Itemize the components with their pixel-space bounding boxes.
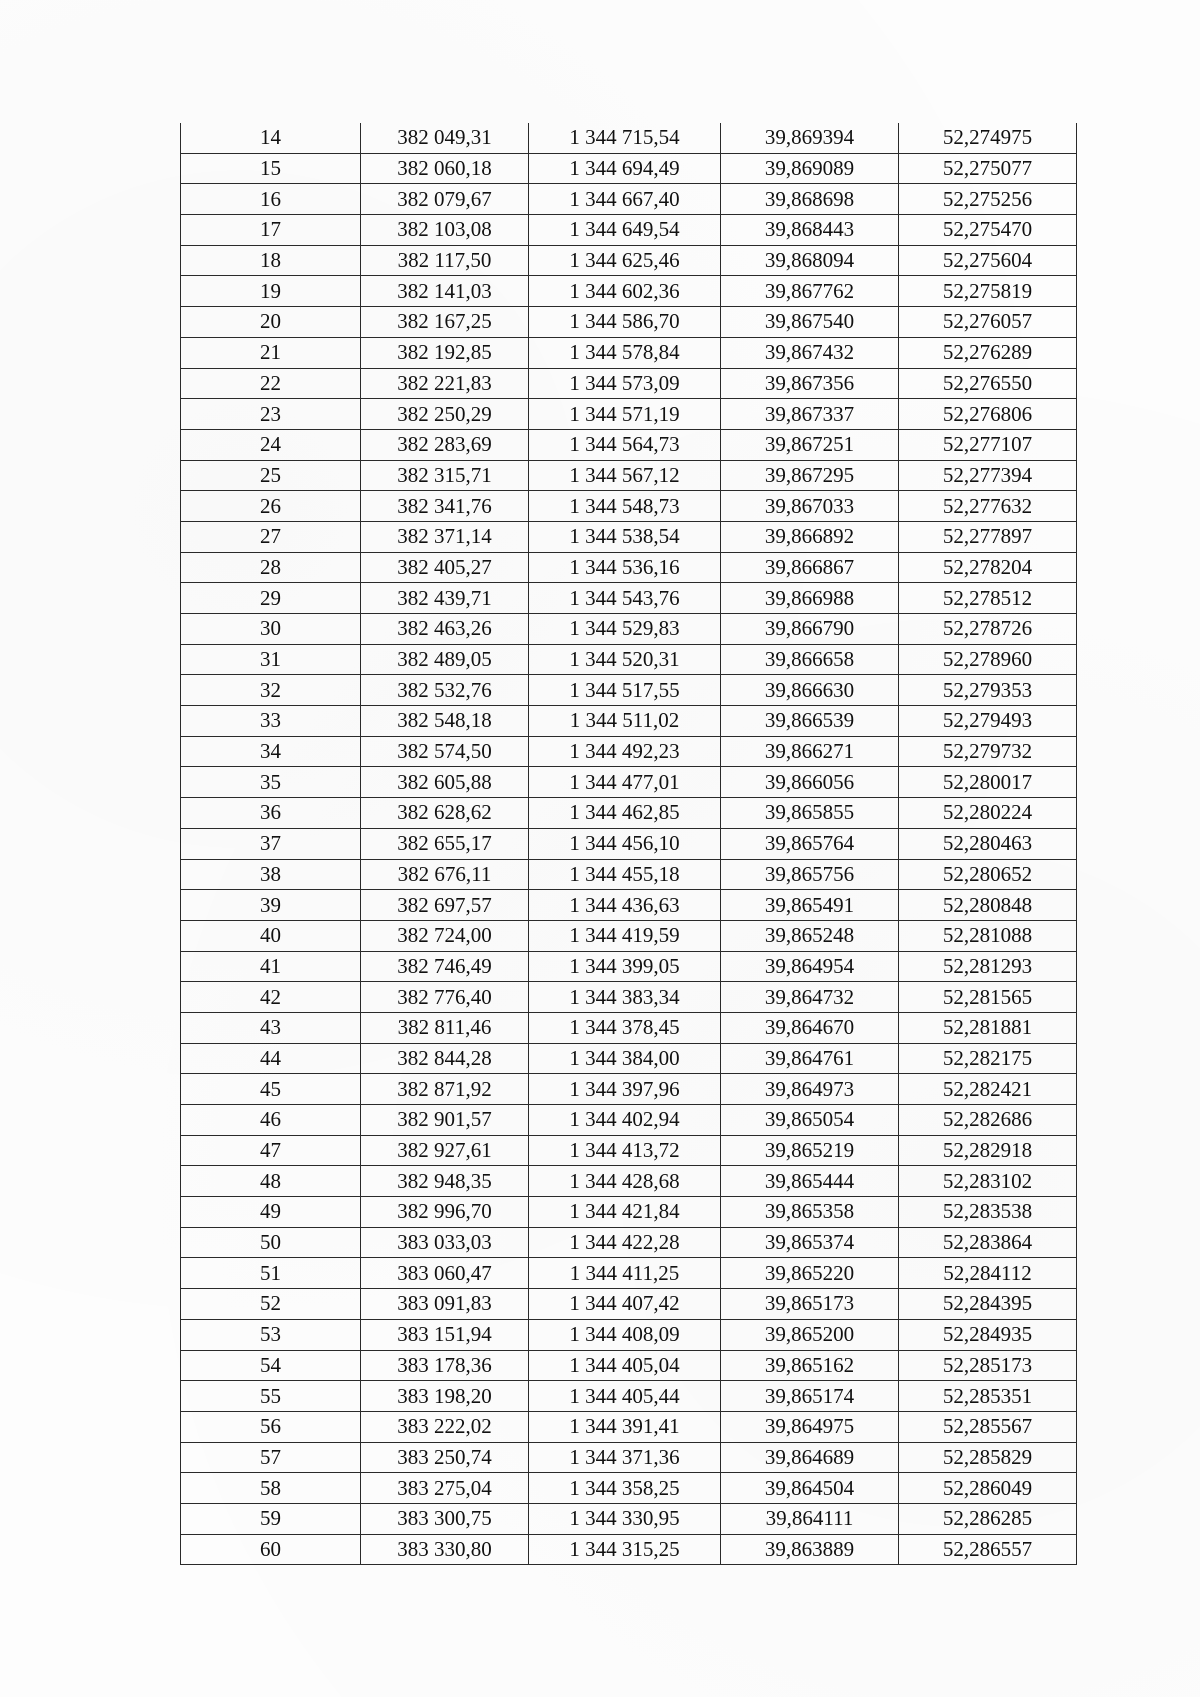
longitude-cell: 39,864689 — [721, 1442, 899, 1473]
longitude-cell: 39,867762 — [721, 276, 899, 307]
y-coordinate-cell: 1 344 371,36 — [529, 1442, 721, 1473]
x-coordinate-cell: 382 060,18 — [361, 153, 529, 184]
latitude-cell: 52,282421 — [899, 1074, 1077, 1105]
point-number-cell: 53 — [181, 1319, 361, 1350]
table-row — [181, 429, 1077, 460]
longitude-cell: 39,865174 — [721, 1381, 899, 1412]
point-number-cell: 54 — [181, 1350, 361, 1381]
table-row — [181, 920, 1077, 951]
y-coordinate-cell: 1 344 405,04 — [529, 1350, 721, 1381]
x-coordinate-cell: 382 405,27 — [361, 552, 529, 583]
table-row — [181, 123, 1077, 153]
y-coordinate-cell: 1 344 517,55 — [529, 675, 721, 706]
point-number-cell: 44 — [181, 1043, 361, 1074]
point-number-cell: 57 — [181, 1442, 361, 1473]
y-coordinate-cell: 1 344 315,25 — [529, 1534, 721, 1565]
x-coordinate-cell: 382 948,35 — [361, 1166, 529, 1197]
y-coordinate-cell: 1 344 462,85 — [529, 798, 721, 829]
point-number-cell: 15 — [181, 153, 361, 184]
longitude-cell: 39,866988 — [721, 583, 899, 614]
point-number-cell: 30 — [181, 614, 361, 645]
point-number-cell: 34 — [181, 736, 361, 767]
table-row — [181, 1258, 1077, 1289]
longitude-cell: 39,865248 — [721, 920, 899, 951]
y-coordinate-cell: 1 344 649,54 — [529, 215, 721, 246]
latitude-cell: 52,278512 — [899, 583, 1077, 614]
table-row — [181, 276, 1077, 307]
x-coordinate-cell: 382 283,69 — [361, 429, 529, 460]
latitude-cell: 52,276289 — [899, 337, 1077, 368]
table-row — [181, 614, 1077, 645]
y-coordinate-cell: 1 344 455,18 — [529, 859, 721, 890]
latitude-cell: 52,281293 — [899, 951, 1077, 982]
latitude-cell: 52,281088 — [899, 920, 1077, 951]
table-row — [181, 1411, 1077, 1442]
y-coordinate-cell: 1 344 625,46 — [529, 245, 721, 276]
y-coordinate-cell: 1 344 419,59 — [529, 920, 721, 951]
point-number-cell: 49 — [181, 1197, 361, 1228]
table-row — [181, 1197, 1077, 1228]
y-coordinate-cell: 1 344 564,73 — [529, 429, 721, 460]
point-number-cell: 35 — [181, 767, 361, 798]
longitude-cell: 39,866867 — [721, 552, 899, 583]
x-coordinate-cell: 382 341,76 — [361, 491, 529, 522]
point-number-cell: 17 — [181, 215, 361, 246]
longitude-cell: 39,864670 — [721, 1012, 899, 1043]
table-row — [181, 1043, 1077, 1074]
longitude-cell: 39,864111 — [721, 1503, 899, 1534]
point-number-cell: 20 — [181, 307, 361, 338]
y-coordinate-cell: 1 344 477,01 — [529, 767, 721, 798]
latitude-cell: 52,283102 — [899, 1166, 1077, 1197]
table-row — [181, 982, 1077, 1013]
longitude-cell: 39,866658 — [721, 644, 899, 675]
x-coordinate-cell: 382 628,62 — [361, 798, 529, 829]
table-row — [181, 951, 1077, 982]
longitude-cell: 39,864761 — [721, 1043, 899, 1074]
x-coordinate-cell: 382 192,85 — [361, 337, 529, 368]
latitude-cell: 52,286557 — [899, 1534, 1077, 1565]
latitude-cell: 52,275604 — [899, 245, 1077, 276]
latitude-cell: 52,280017 — [899, 767, 1077, 798]
point-number-cell: 46 — [181, 1105, 361, 1136]
point-number-cell: 27 — [181, 521, 361, 552]
latitude-cell: 52,281565 — [899, 982, 1077, 1013]
y-coordinate-cell: 1 344 358,25 — [529, 1473, 721, 1504]
x-coordinate-cell: 383 330,80 — [361, 1534, 529, 1565]
longitude-cell: 39,867432 — [721, 337, 899, 368]
point-number-cell: 55 — [181, 1381, 361, 1412]
table-row — [181, 859, 1077, 890]
point-number-cell: 59 — [181, 1503, 361, 1534]
x-coordinate-cell: 382 844,28 — [361, 1043, 529, 1074]
latitude-cell: 52,284395 — [899, 1289, 1077, 1320]
y-coordinate-cell: 1 344 407,42 — [529, 1289, 721, 1320]
point-number-cell: 52 — [181, 1289, 361, 1320]
longitude-cell: 39,869394 — [721, 123, 899, 153]
x-coordinate-cell: 382 079,67 — [361, 184, 529, 215]
table-row — [181, 368, 1077, 399]
table-row — [181, 1105, 1077, 1136]
x-coordinate-cell: 382 489,05 — [361, 644, 529, 675]
y-coordinate-cell: 1 344 411,25 — [529, 1258, 721, 1289]
y-coordinate-cell: 1 344 694,49 — [529, 153, 721, 184]
longitude-cell: 39,867337 — [721, 399, 899, 430]
latitude-cell: 52,277897 — [899, 521, 1077, 552]
x-coordinate-cell: 382 532,76 — [361, 675, 529, 706]
longitude-cell: 39,865855 — [721, 798, 899, 829]
longitude-cell: 39,865220 — [721, 1258, 899, 1289]
latitude-cell: 52,280848 — [899, 890, 1077, 921]
longitude-cell: 39,866630 — [721, 675, 899, 706]
x-coordinate-cell: 382 463,26 — [361, 614, 529, 645]
point-number-cell: 60 — [181, 1534, 361, 1565]
longitude-cell: 39,865756 — [721, 859, 899, 890]
point-number-cell: 51 — [181, 1258, 361, 1289]
longitude-cell: 39,867356 — [721, 368, 899, 399]
x-coordinate-cell: 382 439,71 — [361, 583, 529, 614]
latitude-cell: 52,285351 — [899, 1381, 1077, 1412]
latitude-cell: 52,285567 — [899, 1411, 1077, 1442]
point-number-cell: 58 — [181, 1473, 361, 1504]
x-coordinate-cell: 382 871,92 — [361, 1074, 529, 1105]
longitude-cell: 39,865162 — [721, 1350, 899, 1381]
latitude-cell: 52,275256 — [899, 184, 1077, 215]
table-row — [181, 1135, 1077, 1166]
table-row — [181, 1381, 1077, 1412]
y-coordinate-cell: 1 344 405,44 — [529, 1381, 721, 1412]
x-coordinate-cell: 383 250,74 — [361, 1442, 529, 1473]
y-coordinate-cell: 1 344 399,05 — [529, 951, 721, 982]
point-number-cell: 47 — [181, 1135, 361, 1166]
table-row — [181, 644, 1077, 675]
table-row — [181, 521, 1077, 552]
longitude-cell: 39,864504 — [721, 1473, 899, 1504]
longitude-cell: 39,867295 — [721, 460, 899, 491]
x-coordinate-cell: 383 060,47 — [361, 1258, 529, 1289]
point-number-cell: 29 — [181, 583, 361, 614]
y-coordinate-cell: 1 344 422,28 — [529, 1227, 721, 1258]
point-number-cell: 21 — [181, 337, 361, 368]
longitude-cell: 39,863889 — [721, 1534, 899, 1565]
latitude-cell: 52,276550 — [899, 368, 1077, 399]
y-coordinate-cell: 1 344 571,19 — [529, 399, 721, 430]
table-row — [181, 153, 1077, 184]
table-row — [181, 1319, 1077, 1350]
y-coordinate-cell: 1 344 408,09 — [529, 1319, 721, 1350]
longitude-cell: 39,865173 — [721, 1289, 899, 1320]
point-number-cell: 24 — [181, 429, 361, 460]
y-coordinate-cell: 1 344 543,76 — [529, 583, 721, 614]
table-row — [181, 460, 1077, 491]
x-coordinate-cell: 382 724,00 — [361, 920, 529, 951]
y-coordinate-cell: 1 344 586,70 — [529, 307, 721, 338]
longitude-cell: 39,864954 — [721, 951, 899, 982]
longitude-cell: 39,865358 — [721, 1197, 899, 1228]
x-coordinate-cell: 383 198,20 — [361, 1381, 529, 1412]
latitude-cell: 52,277394 — [899, 460, 1077, 491]
x-coordinate-cell: 383 151,94 — [361, 1319, 529, 1350]
latitude-cell: 52,279353 — [899, 675, 1077, 706]
latitude-cell: 52,278726 — [899, 614, 1077, 645]
y-coordinate-cell: 1 344 567,12 — [529, 460, 721, 491]
table-row — [181, 399, 1077, 430]
y-coordinate-cell: 1 344 511,02 — [529, 706, 721, 737]
table-row — [181, 736, 1077, 767]
x-coordinate-cell: 382 676,11 — [361, 859, 529, 890]
table-row — [181, 1227, 1077, 1258]
x-coordinate-cell: 382 811,46 — [361, 1012, 529, 1043]
table-row — [181, 890, 1077, 921]
longitude-cell: 39,865764 — [721, 828, 899, 859]
longitude-cell: 39,866539 — [721, 706, 899, 737]
longitude-cell: 39,866790 — [721, 614, 899, 645]
x-coordinate-cell: 382 250,29 — [361, 399, 529, 430]
table-row — [181, 1534, 1077, 1565]
longitude-cell: 39,866271 — [721, 736, 899, 767]
x-coordinate-cell: 382 103,08 — [361, 215, 529, 246]
x-coordinate-cell: 382 655,17 — [361, 828, 529, 859]
x-coordinate-cell: 382 901,57 — [361, 1105, 529, 1136]
latitude-cell: 52,282918 — [899, 1135, 1077, 1166]
table-row — [181, 1442, 1077, 1473]
longitude-cell: 39,867033 — [721, 491, 899, 522]
table-row — [181, 1503, 1077, 1534]
latitude-cell: 52,279732 — [899, 736, 1077, 767]
table-row — [181, 184, 1077, 215]
y-coordinate-cell: 1 344 667,40 — [529, 184, 721, 215]
latitude-cell: 52,280224 — [899, 798, 1077, 829]
x-coordinate-cell: 383 178,36 — [361, 1350, 529, 1381]
x-coordinate-cell: 382 746,49 — [361, 951, 529, 982]
y-coordinate-cell: 1 344 602,36 — [529, 276, 721, 307]
x-coordinate-cell: 382 221,83 — [361, 368, 529, 399]
y-coordinate-cell: 1 344 428,68 — [529, 1166, 721, 1197]
point-number-cell: 16 — [181, 184, 361, 215]
coordinates-table — [180, 123, 1077, 1565]
x-coordinate-cell: 383 033,03 — [361, 1227, 529, 1258]
latitude-cell: 52,281881 — [899, 1012, 1077, 1043]
latitude-cell: 52,282175 — [899, 1043, 1077, 1074]
longitude-cell: 39,865491 — [721, 890, 899, 921]
table-row — [181, 337, 1077, 368]
longitude-cell: 39,868094 — [721, 245, 899, 276]
point-number-cell: 32 — [181, 675, 361, 706]
x-coordinate-cell: 382 548,18 — [361, 706, 529, 737]
latitude-cell: 52,275077 — [899, 153, 1077, 184]
table-row — [181, 767, 1077, 798]
table-row — [181, 215, 1077, 246]
y-coordinate-cell: 1 344 421,84 — [529, 1197, 721, 1228]
latitude-cell: 52,280652 — [899, 859, 1077, 890]
longitude-cell: 39,869089 — [721, 153, 899, 184]
x-coordinate-cell: 382 167,25 — [361, 307, 529, 338]
x-coordinate-cell: 382 049,31 — [361, 123, 529, 153]
y-coordinate-cell: 1 344 384,00 — [529, 1043, 721, 1074]
table-row — [181, 1289, 1077, 1320]
coordinates-table-body — [181, 123, 1077, 1565]
point-number-cell: 48 — [181, 1166, 361, 1197]
longitude-cell: 39,867540 — [721, 307, 899, 338]
latitude-cell: 52,285829 — [899, 1442, 1077, 1473]
longitude-cell: 39,868698 — [721, 184, 899, 215]
point-number-cell: 31 — [181, 644, 361, 675]
table-row — [181, 706, 1077, 737]
point-number-cell: 38 — [181, 859, 361, 890]
y-coordinate-cell: 1 344 529,83 — [529, 614, 721, 645]
table-row — [181, 1074, 1077, 1105]
latitude-cell: 52,276806 — [899, 399, 1077, 430]
latitude-cell: 52,276057 — [899, 307, 1077, 338]
y-coordinate-cell: 1 344 548,73 — [529, 491, 721, 522]
table-row — [181, 491, 1077, 522]
x-coordinate-cell: 382 776,40 — [361, 982, 529, 1013]
point-number-cell: 28 — [181, 552, 361, 583]
x-coordinate-cell: 382 927,61 — [361, 1135, 529, 1166]
point-number-cell: 36 — [181, 798, 361, 829]
point-number-cell: 39 — [181, 890, 361, 921]
x-coordinate-cell: 382 996,70 — [361, 1197, 529, 1228]
y-coordinate-cell: 1 344 538,54 — [529, 521, 721, 552]
point-number-cell: 23 — [181, 399, 361, 430]
x-coordinate-cell: 382 315,71 — [361, 460, 529, 491]
y-coordinate-cell: 1 344 573,09 — [529, 368, 721, 399]
x-coordinate-cell: 382 697,57 — [361, 890, 529, 921]
table-row — [181, 798, 1077, 829]
y-coordinate-cell: 1 344 391,41 — [529, 1411, 721, 1442]
y-coordinate-cell: 1 344 456,10 — [529, 828, 721, 859]
latitude-cell: 52,279493 — [899, 706, 1077, 737]
point-number-cell: 37 — [181, 828, 361, 859]
point-number-cell: 43 — [181, 1012, 361, 1043]
y-coordinate-cell: 1 344 413,72 — [529, 1135, 721, 1166]
table-row — [181, 1473, 1077, 1504]
latitude-cell: 52,278204 — [899, 552, 1077, 583]
latitude-cell: 52,278960 — [899, 644, 1077, 675]
y-coordinate-cell: 1 344 330,95 — [529, 1503, 721, 1534]
latitude-cell: 52,283538 — [899, 1197, 1077, 1228]
longitude-cell: 39,864975 — [721, 1411, 899, 1442]
longitude-cell: 39,868443 — [721, 215, 899, 246]
point-number-cell: 56 — [181, 1411, 361, 1442]
point-number-cell: 22 — [181, 368, 361, 399]
y-coordinate-cell: 1 344 378,45 — [529, 1012, 721, 1043]
x-coordinate-cell: 383 091,83 — [361, 1289, 529, 1320]
table-row — [181, 1166, 1077, 1197]
point-number-cell: 19 — [181, 276, 361, 307]
latitude-cell: 52,284935 — [899, 1319, 1077, 1350]
x-coordinate-cell: 382 117,50 — [361, 245, 529, 276]
point-number-cell: 33 — [181, 706, 361, 737]
y-coordinate-cell: 1 344 436,63 — [529, 890, 721, 921]
y-coordinate-cell: 1 344 536,16 — [529, 552, 721, 583]
longitude-cell: 39,864973 — [721, 1074, 899, 1105]
point-number-cell: 41 — [181, 951, 361, 982]
x-coordinate-cell: 382 141,03 — [361, 276, 529, 307]
y-coordinate-cell: 1 344 578,84 — [529, 337, 721, 368]
x-coordinate-cell: 382 371,14 — [361, 521, 529, 552]
x-coordinate-cell: 383 300,75 — [361, 1503, 529, 1534]
latitude-cell: 52,286049 — [899, 1473, 1077, 1504]
y-coordinate-cell: 1 344 520,31 — [529, 644, 721, 675]
longitude-cell: 39,865374 — [721, 1227, 899, 1258]
y-coordinate-cell: 1 344 397,96 — [529, 1074, 721, 1105]
table-row — [181, 675, 1077, 706]
latitude-cell: 52,284112 — [899, 1258, 1077, 1289]
latitude-cell: 52,277632 — [899, 491, 1077, 522]
latitude-cell: 52,286285 — [899, 1503, 1077, 1534]
point-number-cell: 50 — [181, 1227, 361, 1258]
longitude-cell: 39,865200 — [721, 1319, 899, 1350]
latitude-cell: 52,277107 — [899, 429, 1077, 460]
table-row — [181, 245, 1077, 276]
latitude-cell: 52,282686 — [899, 1105, 1077, 1136]
x-coordinate-cell: 382 605,88 — [361, 767, 529, 798]
y-coordinate-cell: 1 344 715,54 — [529, 123, 721, 153]
table-row — [181, 552, 1077, 583]
table-row — [181, 1012, 1077, 1043]
x-coordinate-cell: 382 574,50 — [361, 736, 529, 767]
y-coordinate-cell: 1 344 402,94 — [529, 1105, 721, 1136]
latitude-cell: 52,285173 — [899, 1350, 1077, 1381]
latitude-cell: 52,275470 — [899, 215, 1077, 246]
point-number-cell: 14 — [181, 123, 361, 153]
point-number-cell: 42 — [181, 982, 361, 1013]
table-row — [181, 1350, 1077, 1381]
latitude-cell: 52,283864 — [899, 1227, 1077, 1258]
table-row — [181, 307, 1077, 338]
longitude-cell: 39,866892 — [721, 521, 899, 552]
longitude-cell: 39,865219 — [721, 1135, 899, 1166]
point-number-cell: 18 — [181, 245, 361, 276]
latitude-cell: 52,275819 — [899, 276, 1077, 307]
latitude-cell: 52,280463 — [899, 828, 1077, 859]
longitude-cell: 39,865444 — [721, 1166, 899, 1197]
longitude-cell: 39,866056 — [721, 767, 899, 798]
point-number-cell: 26 — [181, 491, 361, 522]
table-row — [181, 583, 1077, 614]
x-coordinate-cell: 383 222,02 — [361, 1411, 529, 1442]
longitude-cell: 39,864732 — [721, 982, 899, 1013]
point-number-cell: 25 — [181, 460, 361, 491]
latitude-cell: 52,274975 — [899, 123, 1077, 153]
point-number-cell: 45 — [181, 1074, 361, 1105]
table-row — [181, 828, 1077, 859]
y-coordinate-cell: 1 344 383,34 — [529, 982, 721, 1013]
x-coordinate-cell: 383 275,04 — [361, 1473, 529, 1504]
longitude-cell: 39,867251 — [721, 429, 899, 460]
y-coordinate-cell: 1 344 492,23 — [529, 736, 721, 767]
longitude-cell: 39,865054 — [721, 1105, 899, 1136]
point-number-cell: 40 — [181, 920, 361, 951]
